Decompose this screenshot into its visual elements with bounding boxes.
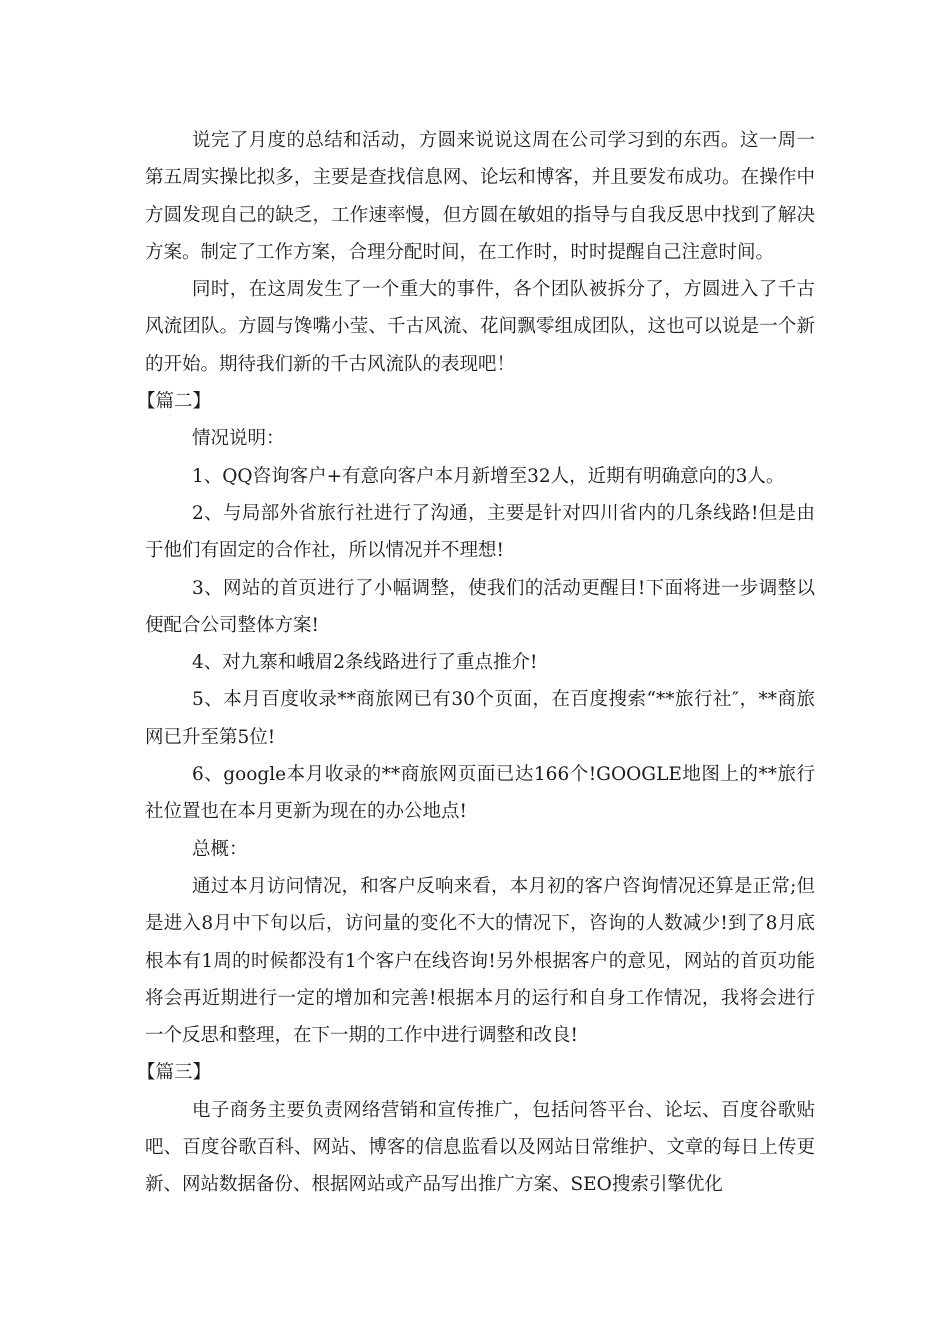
section-heading-part-two: 【篇二】 <box>137 391 212 413</box>
list-item-1: 1、QQ咨询客户+有意向客户本月新增至32人，近期有明确意向的3人。 <box>192 465 785 487</box>
paragraph-overview: 通过本月访问情况，和客户反响来看，本月初的客户咨询情况还算是正常;但是进入8月中下旬以后，访问量的变化不大的情况下，咨询的人数减少!到了8月底根本有1周的时候都没有1个客户在线咨询!另外根据客户的意见，网站的首页功能将会再近期进行一定的增加和完善!根据本月的运行和自身工作情况，我将会进行一个反思和整理，在下一期的工作中进行调整和改良! <box>145 875 816 1047</box>
section-heading-part-three: 【篇三】 <box>137 1062 212 1084</box>
list-item-2: 2、与局部外省旅行社进行了沟通，主要是针对四川省内的几条线路!但是由于他们有固定的合作社，所以情况并不理想! <box>145 502 815 562</box>
list-item-5: 5、本月百度收录**商旅网已有30个页面，在百度搜索“**旅行社″，**商旅网已升至第5位! <box>145 689 815 748</box>
list-item-3: 3、网站的首页进行了小幅调整，使我们的活动更醒目!下面将进一步调整以便配合公司整体方案! <box>145 577 815 636</box>
list-item-6: 6、google本月收录的**商旅网页面已达166个!GOOGLE地图上的**旅行社位置也在本月更新为现在的办公地点! <box>145 764 815 823</box>
paragraph-situation-label: 情况说明： <box>192 428 285 450</box>
document-body <box>137 122 816 1204</box>
paragraph-ecommerce-duties: 电子商务主要负责网络营销和宣传推广，包括问答平台、论坛、百度谷歌贴吧、百度谷歌百科、网站、博客的信息监看以及网站日常维护、文章的每日上传更新、网站数据备份、根据网站或产品写出推广方案、SEO搜索引擎优化 <box>145 1099 815 1196</box>
list-item-4: 4、对九寨和峨眉2条线路进行了重点推介! <box>192 652 538 674</box>
paragraph-team-change: 同时，在这周发生了一个重大的事件，各个团队被拆分了，方圆进入了千古风流团队。方圆与馋嘴小莹、千古风流、花间飘零组成团队，这也可以说是一个新的开始。期待我们新的千古风流队的表现吧！ <box>145 279 815 375</box>
paragraph-week-summary: 说完了月度的总结和活动，方圆来说说这周在公司学习到的东西。这一周一第五周实操比拟多，主要是查找信息网、论坛和博客，并且要发布成功。在操作中方圆发现自己的缺乏，工作速率慢，但方圆在敏姐的指导与自我反思中找到了解决方案。制定了工作方案，合理分配时间，在工作时，时时提醒自己注意时间。 <box>145 130 815 263</box>
paragraph-overview-label: 总概： <box>192 838 248 860</box>
